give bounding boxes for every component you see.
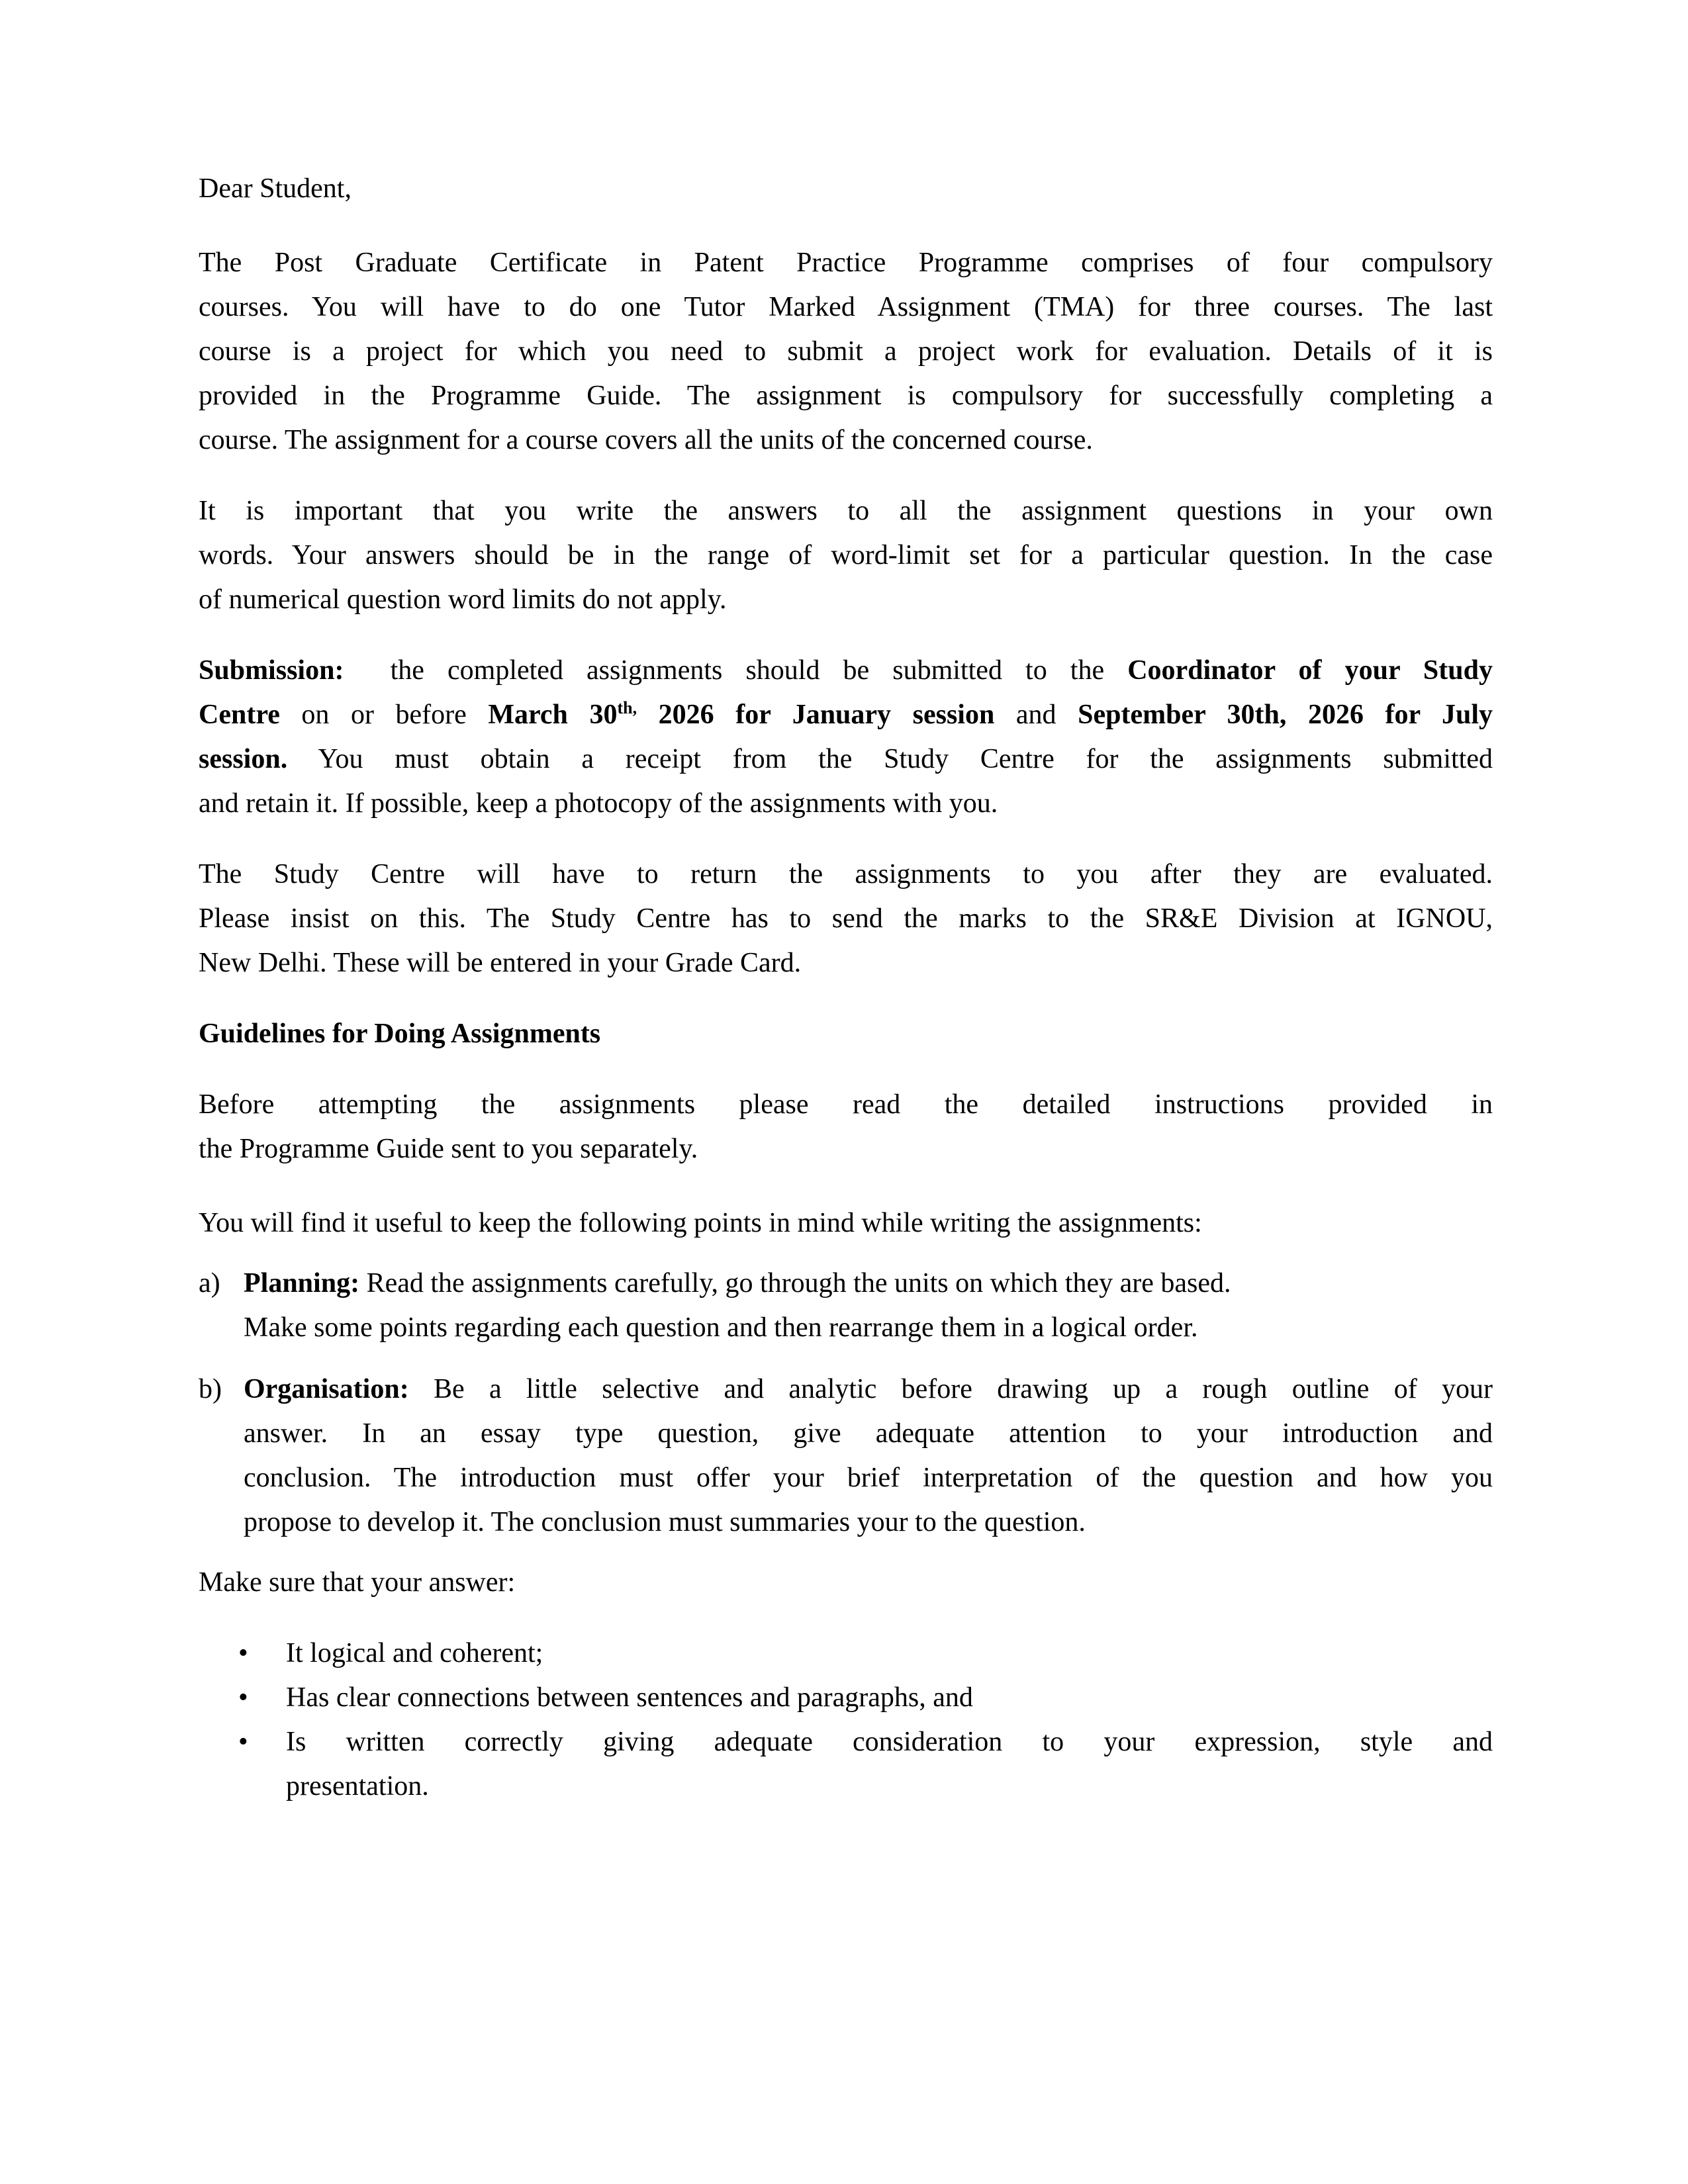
bullet-icon: • — [238, 1638, 248, 1668]
bullet-icon: • — [238, 1682, 248, 1713]
text-line — [199, 737, 1493, 782]
text-line: course is a project for which you need to submit a project work for evaluation. Details of it is — [199, 336, 1493, 367]
paragraph-own-words — [199, 489, 1493, 622]
planning-label: Planning: — [244, 1268, 360, 1298]
bullet-icon: • — [238, 1727, 248, 1757]
text-run-bold: September 30th, 2026 for July — [1078, 700, 1493, 730]
text-line: It is important that you write the answers to all the assignment questions in your own — [199, 496, 1493, 526]
bullet-list — [199, 1631, 1493, 1809]
text-line — [199, 649, 1493, 693]
bullet-text — [286, 1720, 1493, 1809]
text-run: Read the assignments carefully, go through the units on which they are based. — [359, 1268, 1231, 1298]
text-run: on or before — [279, 700, 489, 730]
text-line: words. Your answers should be in the range of word-limit set for a particular question. In the case — [199, 540, 1493, 570]
list-item-organisation — [199, 1367, 1493, 1545]
paragraph-programme — [199, 241, 1493, 463]
paragraph-study-centre — [199, 852, 1493, 985]
bullet-item — [199, 1631, 1493, 1676]
text-line: courses. You will have to do one Tutor Marked Assignment (TMA) for three courses. The last — [199, 292, 1493, 322]
list-item-content — [244, 1261, 1493, 1350]
text-line: provided in the Programme Guide. The assignment is compulsory for successfully completing a — [199, 381, 1493, 411]
bullet-item — [199, 1720, 1493, 1809]
make-sure-line: Make sure that your answer: — [199, 1567, 516, 1598]
text-line: propose to develop it. The conclusion must summaries your to the question. — [244, 1507, 1086, 1537]
text-line: New Delhi. These will be entered in your Grade Card. — [199, 948, 802, 978]
list-intro: You will find it useful to keep the following points in mind while writing the assignments: — [199, 1208, 1202, 1238]
text-run: and — [994, 700, 1078, 730]
superscript-th: th, — [617, 698, 637, 717]
text-line: of numerical question word limits do not apply. — [199, 584, 727, 615]
text-line: Make some points regarding each question and then rearrange them in a logical order. — [244, 1312, 1198, 1343]
paragraph-before-attempting — [199, 1083, 1493, 1171]
text-line: answer. In an essay type question, give adequate attention to your introduction and — [244, 1418, 1493, 1449]
text-run-bold: Coordinator of your Study — [1127, 655, 1493, 686]
text-line: presentation. — [286, 1771, 429, 1801]
text-line: course. The assignment for a course covers all the units of the concerned course. — [199, 425, 1093, 455]
text-line: conclusion. The introduction must offer your brief interpretation of the question and how you — [244, 1463, 1493, 1493]
text-line: and retain it. If possible, keep a photocopy of the assignments with you. — [199, 788, 998, 819]
text-run-bold: session. — [199, 744, 288, 774]
bullet-text: It logical and coherent; — [286, 1638, 543, 1668]
text-line: Please insist on this. The Study Centre has to send the marks to the SR&E Division at IGNOU, — [199, 903, 1493, 934]
greeting: Dear Student, — [199, 173, 352, 204]
text-run: Be a little selective and analytic before drawing up a rough outline of your — [408, 1374, 1493, 1404]
list-marker-a: a) — [199, 1268, 220, 1298]
submission-label: Submission: — [199, 655, 344, 686]
text-line — [199, 693, 1493, 737]
text-line: The Post Graduate Certificate in Patent Practice Programme comprises of four compulsory — [199, 248, 1493, 278]
text-line — [244, 1367, 1493, 1412]
text-line: Is written correctly giving adequate consideration to your expression, style and — [286, 1727, 1493, 1757]
text-line: the Programme Guide sent to you separately. — [199, 1134, 698, 1164]
text-line — [244, 1261, 1493, 1306]
text-line: The Study Centre will have to return the assignments to you after they are evaluated. — [199, 859, 1493, 889]
paragraph-submission — [199, 649, 1493, 826]
guidelines-heading: Guidelines for Doing Assignments — [199, 1019, 601, 1049]
list-item-content — [244, 1367, 1493, 1545]
list-marker-b: b) — [199, 1374, 222, 1404]
text-run-bold: 2026 for January session — [637, 700, 995, 730]
text-line: Before attempting the assignments please read the detailed instructions provided in — [199, 1089, 1493, 1120]
text-run-bold: March 30 — [488, 700, 618, 730]
text-run: the completed assignments should be submitted to the — [344, 655, 1128, 686]
bullet-item — [199, 1676, 1493, 1720]
text-run-bold: Centre — [199, 700, 280, 730]
list-item-planning — [199, 1261, 1493, 1350]
bullet-text: Has clear connections between sentences and paragraphs, and — [286, 1682, 973, 1713]
text-run: You must obtain a receipt from the Study Centre for the assignments submitted — [287, 744, 1493, 774]
organisation-label: Organisation: — [244, 1374, 409, 1404]
